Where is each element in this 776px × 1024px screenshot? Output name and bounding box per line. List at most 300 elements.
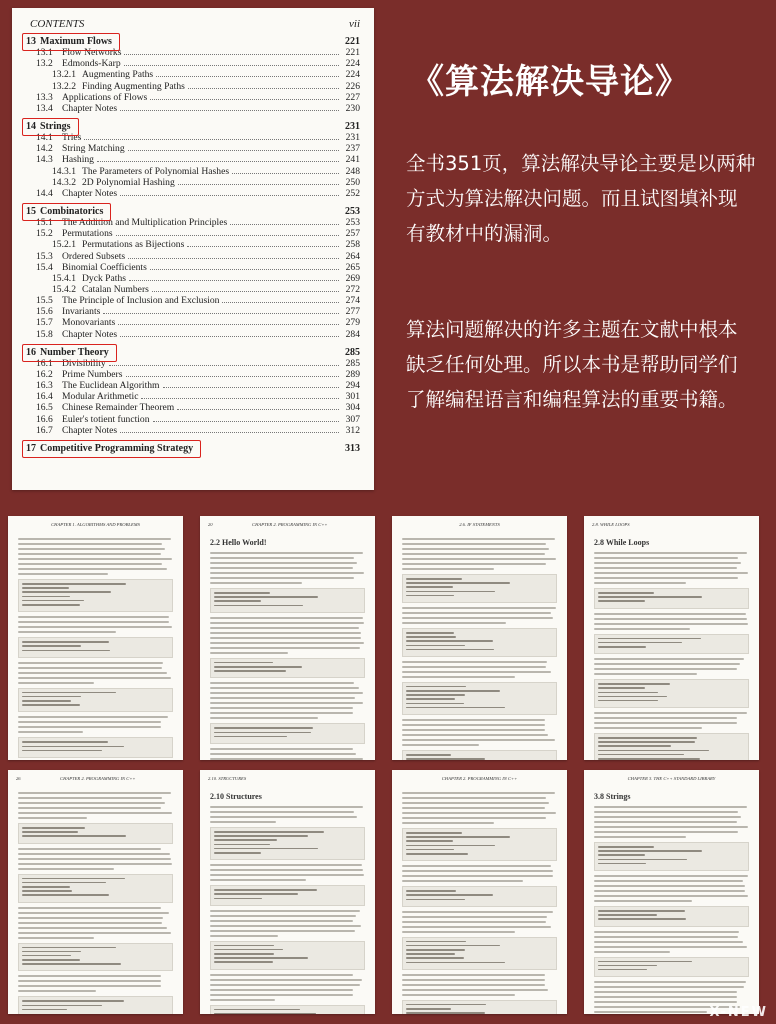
- toc-leader-dots: [129, 280, 339, 281]
- toc-entry-title: Invariants: [62, 306, 101, 318]
- page-running-header: [208, 776, 367, 781]
- text-line: [210, 682, 354, 684]
- toc-entry-title: Chapter Notes: [62, 328, 118, 340]
- text-line: [210, 935, 278, 937]
- code-line: [406, 1004, 486, 1006]
- code-line: [22, 963, 121, 965]
- text-line: [210, 910, 360, 912]
- running-header-text: 26: [16, 776, 21, 781]
- page-body-text: [210, 806, 365, 1006]
- text-line: [210, 925, 361, 927]
- toc-entry-number: 15.3: [36, 250, 53, 262]
- text-line: [18, 621, 169, 623]
- code-line: [406, 945, 500, 947]
- chapter-highlight-box: [22, 440, 201, 458]
- code-listing: [402, 628, 557, 657]
- chapter-highlight-box: [22, 344, 117, 362]
- running-header-text: CHAPTER 1. ALGORITHMS AND PROBLEMS: [51, 522, 140, 527]
- toc-entry-page: 284: [345, 328, 360, 340]
- text-line: [402, 984, 545, 986]
- text-line: [402, 548, 549, 550]
- code-listing: [18, 943, 173, 972]
- toc-leader-dots: [150, 269, 339, 270]
- code-line: [598, 758, 700, 760]
- code-line: [406, 698, 455, 700]
- text-line: [18, 927, 167, 929]
- text-line: [210, 994, 353, 996]
- text-line: [594, 880, 743, 882]
- text-line: [402, 538, 555, 540]
- toc-page: [12, 8, 374, 490]
- text-line: [594, 895, 748, 897]
- code-line: [22, 600, 84, 602]
- code-line: [406, 578, 462, 580]
- toc-entry-page: 230: [345, 102, 360, 114]
- code-line: [406, 845, 495, 847]
- text-line: [18, 672, 167, 674]
- text-line: [18, 726, 161, 728]
- code-line: [406, 941, 466, 943]
- text-line: [18, 868, 114, 870]
- text-line: [18, 807, 161, 809]
- code-line: [406, 645, 465, 647]
- toc-section-15-2-1: [26, 239, 360, 250]
- code-line: [598, 696, 667, 698]
- text-line: [210, 864, 362, 866]
- toc-entry-number: 16.3: [36, 380, 53, 392]
- running-header-text: 2.8. WHILE LOOPS: [592, 522, 630, 527]
- code-line: [214, 732, 311, 734]
- text-line: [210, 647, 360, 649]
- text-line: [594, 981, 746, 983]
- page-running-header: [400, 522, 559, 527]
- code-listing: [210, 1005, 365, 1014]
- code-line: [214, 600, 261, 602]
- text-line: [402, 671, 551, 673]
- text-line: [594, 900, 692, 902]
- toc-header-right: vii: [349, 18, 360, 30]
- code-line: [406, 591, 495, 593]
- toc-section-13-3: [26, 92, 360, 103]
- code-line: [214, 605, 303, 607]
- toc-leader-dots: [128, 258, 339, 259]
- page-body-text: [18, 538, 173, 752]
- code-line: [214, 848, 318, 850]
- toc-section-14-3: [26, 154, 360, 165]
- toc-entry-number: 16: [26, 346, 36, 358]
- text-line: [594, 552, 747, 554]
- code-line: [214, 670, 286, 672]
- toc-entry-number: 14.1: [36, 132, 53, 144]
- code-line: [22, 692, 116, 694]
- toc-entry-page: 289: [345, 368, 360, 380]
- text-line: [18, 631, 116, 633]
- toc-entry-page: 274: [345, 295, 360, 307]
- code-line: [406, 890, 456, 892]
- toc-leader-dots: [126, 376, 340, 377]
- code-line: [22, 704, 80, 706]
- text-line: [594, 623, 748, 625]
- code-line: [22, 583, 126, 585]
- chapter-highlight-box: [22, 203, 111, 221]
- page-body-text: [594, 806, 749, 1006]
- text-line: [18, 682, 94, 684]
- code-line: [598, 700, 658, 702]
- text-line: [594, 562, 741, 564]
- text-line: [402, 817, 546, 819]
- page-section-title: 2.2 Hello World!: [210, 538, 267, 547]
- sample-page-thumbnail: [8, 516, 183, 760]
- toc-entry-title: The Principle of Inclusion and Exclusion: [62, 295, 220, 307]
- code-listing: [594, 588, 749, 609]
- code-line: [406, 690, 500, 692]
- code-line: [406, 582, 510, 584]
- toc-entry-number: 14: [26, 120, 36, 132]
- code-listing: [210, 658, 365, 679]
- code-line: [22, 878, 125, 880]
- text-line: [18, 721, 161, 723]
- toc-entry-title: Hashing: [62, 154, 94, 166]
- toc-leader-dots: [120, 110, 339, 111]
- text-line: [594, 991, 737, 993]
- code-line: [214, 852, 261, 854]
- code-line: [406, 949, 465, 951]
- toc-entry-number: 15.8: [36, 328, 53, 340]
- toc-entry-page: 313: [345, 442, 360, 454]
- toc-entry-title: Binomial Coefficients: [62, 261, 147, 273]
- code-line: [214, 835, 308, 837]
- code-line: [406, 754, 451, 756]
- text-line: [402, 822, 494, 824]
- code-line: [598, 642, 682, 644]
- text-line: [402, 607, 556, 609]
- text-line: [402, 729, 545, 731]
- code-line: [22, 959, 80, 961]
- page-running-header: [208, 522, 367, 527]
- text-line: [210, 622, 364, 624]
- toc-leader-dots: [120, 195, 339, 196]
- text-line: [402, 622, 506, 624]
- text-line: [594, 936, 738, 938]
- page-section-title: 2.8 While Loops: [594, 538, 650, 547]
- text-line: [594, 941, 743, 943]
- text-line: [210, 821, 276, 823]
- toc-entry-page: 304: [345, 402, 360, 414]
- code-line: [22, 882, 106, 884]
- text-line: [594, 875, 748, 877]
- text-line: [18, 980, 161, 982]
- code-line: [598, 596, 702, 598]
- toc-leader-dots: [232, 173, 339, 174]
- code-line: [406, 853, 468, 855]
- text-line: [402, 974, 545, 976]
- toc-header: [30, 18, 360, 30]
- text-line: [402, 734, 548, 736]
- text-line: [594, 821, 737, 823]
- text-line: [594, 673, 697, 675]
- code-line: [214, 727, 313, 729]
- code-line: [406, 707, 505, 709]
- text-line: [210, 979, 362, 981]
- page-running-header: [592, 776, 751, 781]
- toc-entry-page: 221: [345, 36, 360, 47]
- text-line: [402, 807, 545, 809]
- code-line: [406, 957, 464, 959]
- text-line: [402, 719, 545, 721]
- toc-entry-page: 312: [345, 424, 360, 436]
- toc-leader-dots: [152, 291, 339, 292]
- code-line: [598, 745, 671, 747]
- code-line: [22, 894, 109, 896]
- toc-leader-dots: [187, 246, 339, 247]
- text-line: [594, 613, 746, 615]
- sample-page-thumbnail: [200, 516, 375, 760]
- code-line: [214, 893, 298, 895]
- code-listing: [402, 886, 557, 907]
- toc-section-16-2: [26, 369, 360, 380]
- code-line: [598, 965, 657, 967]
- toc-entry-page: 272: [345, 283, 360, 295]
- code-listing: [594, 906, 749, 927]
- toc-leader-dots: [230, 224, 339, 225]
- toc-entry-title: Maximum Flows: [40, 36, 112, 47]
- text-line: [210, 758, 363, 760]
- code-line: [214, 736, 287, 738]
- code-line: [406, 703, 464, 705]
- text-line: [210, 642, 364, 644]
- text-line: [594, 582, 686, 584]
- text-line: [18, 858, 171, 860]
- code-line: [22, 604, 80, 606]
- toc-leader-dots: [120, 432, 339, 433]
- code-listing: [402, 574, 557, 603]
- text-line: [210, 974, 353, 976]
- code-listing: [18, 823, 173, 844]
- text-line: [18, 917, 163, 919]
- code-line: [598, 600, 645, 602]
- toc-entry-title: Permutations: [62, 228, 113, 240]
- code-line: [406, 849, 454, 851]
- text-line: [402, 812, 556, 814]
- toc-entry-title: Ordered Subsets: [62, 250, 126, 262]
- toc-section-15-4: [26, 262, 360, 273]
- toc-entry-number: 15: [26, 205, 36, 217]
- toc-entry-number: 15.4.2: [52, 283, 76, 295]
- toc-section-13-2: [26, 58, 360, 69]
- text-line: [402, 563, 546, 565]
- text-line: [210, 632, 361, 634]
- toc-entry-number: 13.4: [36, 102, 53, 114]
- code-line: [406, 899, 465, 901]
- text-line: [18, 716, 168, 718]
- text-line: [594, 572, 748, 574]
- text-line: [594, 712, 747, 714]
- text-line: [402, 875, 553, 877]
- text-line: [18, 922, 162, 924]
- toc-leader-dots: [103, 313, 339, 314]
- text-line: [210, 984, 360, 986]
- text-line: [594, 826, 748, 828]
- toc-leader-dots: [116, 235, 339, 236]
- text-line: [594, 946, 747, 948]
- chapter-highlight-box: [22, 33, 120, 51]
- toc-entry-title: The Euclidean Algorithm: [62, 380, 160, 392]
- toc-leader-dots: [128, 150, 339, 151]
- toc-leader-dots: [109, 365, 339, 366]
- text-line: [402, 802, 549, 804]
- toc-entry-title: Strings: [40, 120, 71, 132]
- code-line: [22, 951, 81, 953]
- text-line: [594, 722, 737, 724]
- text-line: [402, 870, 553, 872]
- text-line: [210, 557, 354, 559]
- code-line: [598, 592, 654, 594]
- text-line: [18, 937, 94, 939]
- code-line: [214, 945, 274, 947]
- text-line: [402, 926, 551, 928]
- code-listing: [18, 637, 173, 658]
- text-line: [402, 617, 553, 619]
- code-line: [22, 1005, 102, 1007]
- toc-entry-title: Combinatorics: [40, 205, 104, 217]
- code-line: [598, 854, 645, 856]
- text-line: [402, 994, 515, 996]
- toc-entry-page: 224: [345, 58, 360, 70]
- code-line: [598, 961, 692, 963]
- code-line: [22, 835, 126, 837]
- text-line: [18, 538, 171, 540]
- sample-page-thumbnail: [392, 770, 567, 1014]
- text-line: [402, 979, 545, 981]
- code-line: [598, 750, 709, 752]
- text-line: [18, 792, 171, 794]
- text-line: [18, 912, 169, 914]
- code-line: [214, 831, 324, 833]
- text-line: [210, 748, 353, 750]
- toc-entry-page: 248: [345, 165, 360, 177]
- text-line: [18, 985, 161, 987]
- toc-entry-title: Applications of Flows: [62, 91, 148, 103]
- running-header-text: CHAPTER 2. PROGRAMMING IN C++: [60, 776, 136, 781]
- code-line: [406, 649, 494, 651]
- toc-section-15-4-1: [26, 273, 360, 284]
- toc-entry-title: Number Theory: [40, 346, 109, 358]
- code-listing: [402, 682, 557, 715]
- page-body-text: [18, 792, 173, 1006]
- code-line: [598, 687, 645, 689]
- text-line: [402, 612, 551, 614]
- code-listing: [210, 885, 365, 906]
- toc-entry-number: 15.2: [36, 228, 53, 240]
- toc-entry-number: 15.4: [36, 261, 53, 273]
- code-line: [598, 692, 658, 694]
- text-line: [210, 562, 357, 564]
- text-line: [18, 563, 162, 565]
- code-line: [214, 1013, 316, 1014]
- toc-section-16-5: [26, 402, 360, 413]
- text-line: [210, 637, 361, 639]
- code-line: [22, 955, 71, 957]
- toc-entry-page: 279: [345, 317, 360, 329]
- toc-entry-page: 264: [345, 250, 360, 262]
- code-line: [22, 696, 81, 698]
- text-line: [18, 812, 172, 814]
- text-line: [402, 911, 553, 913]
- toc-section-14-2: [26, 143, 360, 154]
- toc-entry-page: 301: [345, 391, 360, 403]
- toc-entry-page: 221: [345, 47, 360, 59]
- toc-entry-number: 15.5: [36, 295, 53, 307]
- text-line: [18, 817, 87, 819]
- code-line: [22, 750, 102, 752]
- running-header-text: 20: [208, 522, 213, 527]
- code-line: [598, 683, 670, 685]
- toc-entry-page: 231: [345, 132, 360, 144]
- running-header-text: CHAPTER 2. PROGRAMMING IN C++: [441, 776, 518, 781]
- code-listing: [402, 750, 557, 760]
- text-line: [594, 567, 737, 569]
- code-line: [214, 592, 270, 594]
- code-line: [214, 839, 277, 841]
- text-line: [402, 661, 547, 663]
- code-line: [214, 961, 273, 963]
- toc-entry-title: Chapter Notes: [62, 187, 118, 199]
- code-listing: [594, 634, 749, 655]
- text-line: [210, 652, 288, 654]
- text-line: [402, 568, 494, 570]
- code-line: [22, 831, 78, 833]
- toc-entry-title: Permutations as Bijections: [82, 239, 185, 251]
- toc-leader-dots: [124, 65, 339, 66]
- text-line: [18, 553, 161, 555]
- code-line: [406, 636, 456, 638]
- description-paragraph-1: 全书351页，算法解决导论主要是以两种方式为算法解决问题。而且试图填补现有教材中的漏洞。: [406, 152, 756, 245]
- toc-entry-number: 14.3: [36, 154, 53, 166]
- toc-section-14-4: [26, 188, 360, 199]
- text-line: [210, 617, 363, 619]
- text-line: [402, 916, 547, 918]
- text-line: [594, 890, 745, 892]
- code-line: [406, 586, 453, 588]
- text-line: [18, 848, 161, 850]
- toc-leader-dots: [97, 161, 339, 162]
- code-line: [598, 910, 685, 912]
- code-line: [406, 640, 493, 642]
- toc-entry-page: 224: [345, 69, 360, 81]
- toc-entry-number: 14.2: [36, 143, 53, 155]
- toc-entry-page: 269: [345, 272, 360, 284]
- text-line: [402, 553, 545, 555]
- text-line: [210, 806, 363, 808]
- text-line: [594, 628, 690, 630]
- code-listing: [594, 679, 749, 708]
- text-line: [210, 567, 353, 569]
- toc-entry-number: 16.1: [36, 357, 53, 369]
- toc-entry-number: 15.4.1: [52, 272, 76, 284]
- toc-leader-dots: [150, 99, 339, 100]
- code-line: [22, 827, 85, 829]
- code-line: [598, 638, 701, 640]
- toc-entry-page: 252: [345, 187, 360, 199]
- toc-entry-title: Finding Augmenting Paths: [82, 80, 185, 92]
- code-listing: [210, 827, 365, 860]
- text-line: [210, 874, 364, 876]
- toc-leader-dots: [163, 387, 339, 388]
- toc-entry-number: 16.7: [36, 424, 53, 436]
- text-line: [594, 996, 737, 998]
- text-line: [402, 989, 548, 991]
- code-line: [22, 700, 71, 702]
